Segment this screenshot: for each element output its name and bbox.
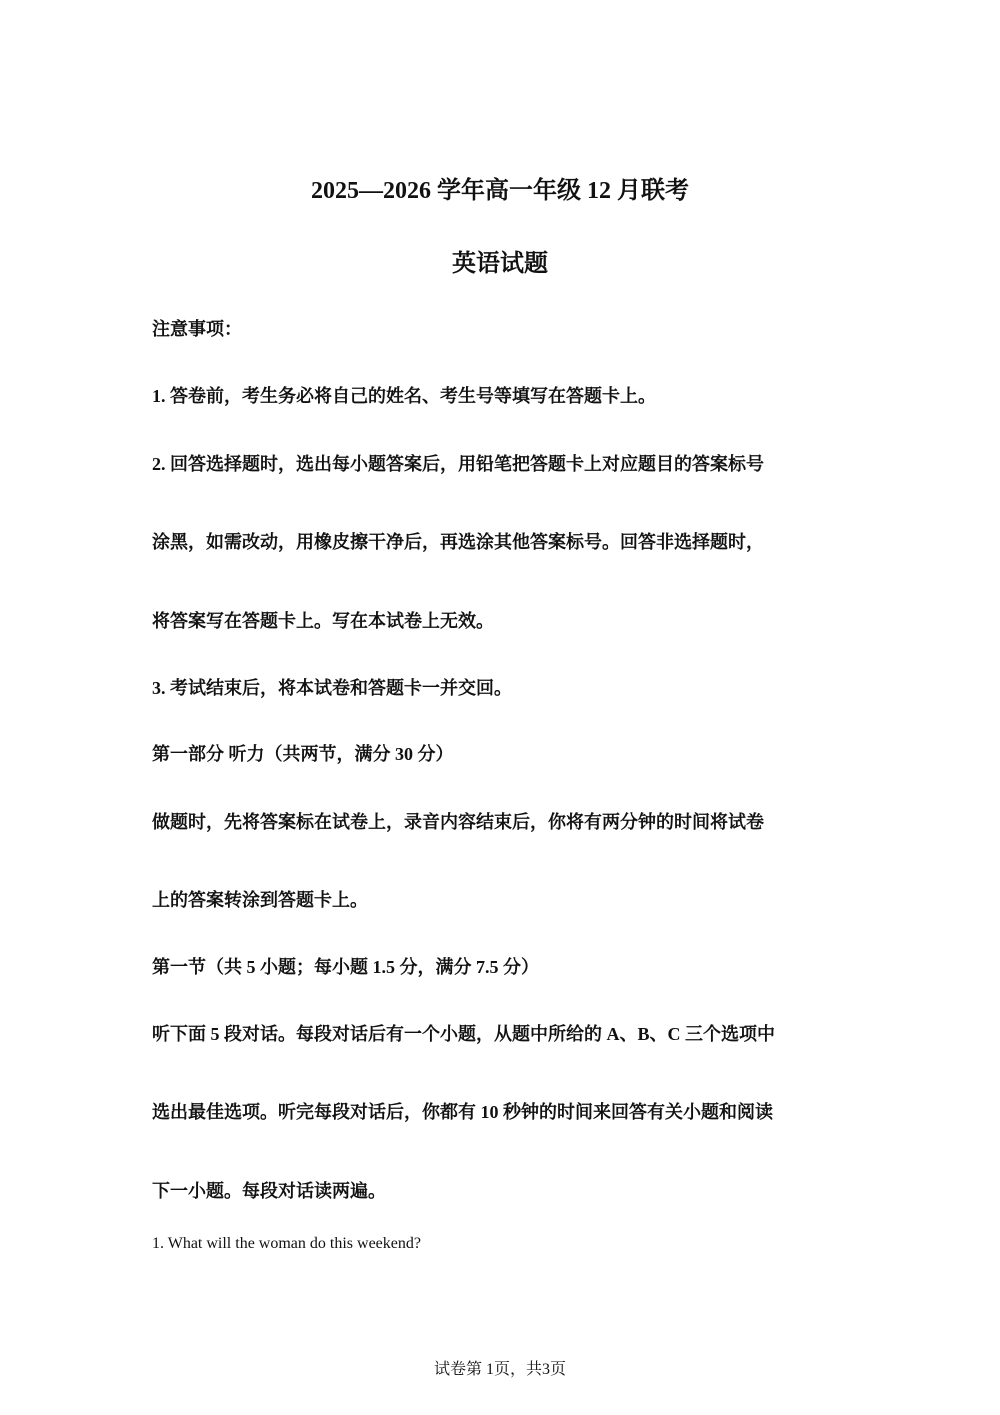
notice-item-2-line-1: 2. 回答选择题时，选出每小题答案后，用铅笔把答题卡上对应题目的答案标号 <box>152 454 764 474</box>
question-1: 1. What will the woman do this weekend? <box>152 1235 421 1252</box>
part-1-heading: 第一部分 听力（共两节，满分 30 分） <box>152 744 454 764</box>
section-1-instruction-line-1: 听下面 5 段对话。每段对话后有一个小题，从题中所给的 A、B、C 三个选项中 <box>152 1024 776 1044</box>
notice-item-2-line-3: 将答案写在答题卡上。写在本试卷上无效。 <box>152 611 494 631</box>
notice-item-2-line-2: 涂黑，如需改动，用橡皮擦干净后，再选涂其他答案标号。回答非选择题时， <box>152 532 764 552</box>
section-1-instruction-line-3: 下一小题。每段对话读两遍。 <box>152 1181 386 1201</box>
page-footer: 试卷第 1页，共3页 <box>433 1361 566 1378</box>
part-1-intro-line-2: 上的答案转涂到答题卡上。 <box>152 890 368 910</box>
notice-item-1: 1. 答卷前，考生务必将自己的姓名、考生号等填写在答题卡上。 <box>152 386 656 406</box>
notice-heading: 注意事项： <box>152 319 242 339</box>
part-1-intro-line-1: 做题时，先将答案标在试卷上，录音内容结束后，你将有两分钟的时间将试卷 <box>152 812 764 832</box>
subject-title: 英语试题 <box>452 251 548 277</box>
section-1-heading: 第一节（共 5 小题；每小题 1.5 分，满分 7.5 分） <box>152 957 539 977</box>
exam-title: 2025—2026 学年高一年级 12 月联考 <box>311 178 689 204</box>
notice-item-3: 3. 考试结束后，将本试卷和答题卡一并交回。 <box>152 678 512 698</box>
section-1-instruction-line-2: 选出最佳选项。听完每段对话后，你都有 10 秒钟的时间来回答有关小题和阅读 <box>152 1102 773 1122</box>
